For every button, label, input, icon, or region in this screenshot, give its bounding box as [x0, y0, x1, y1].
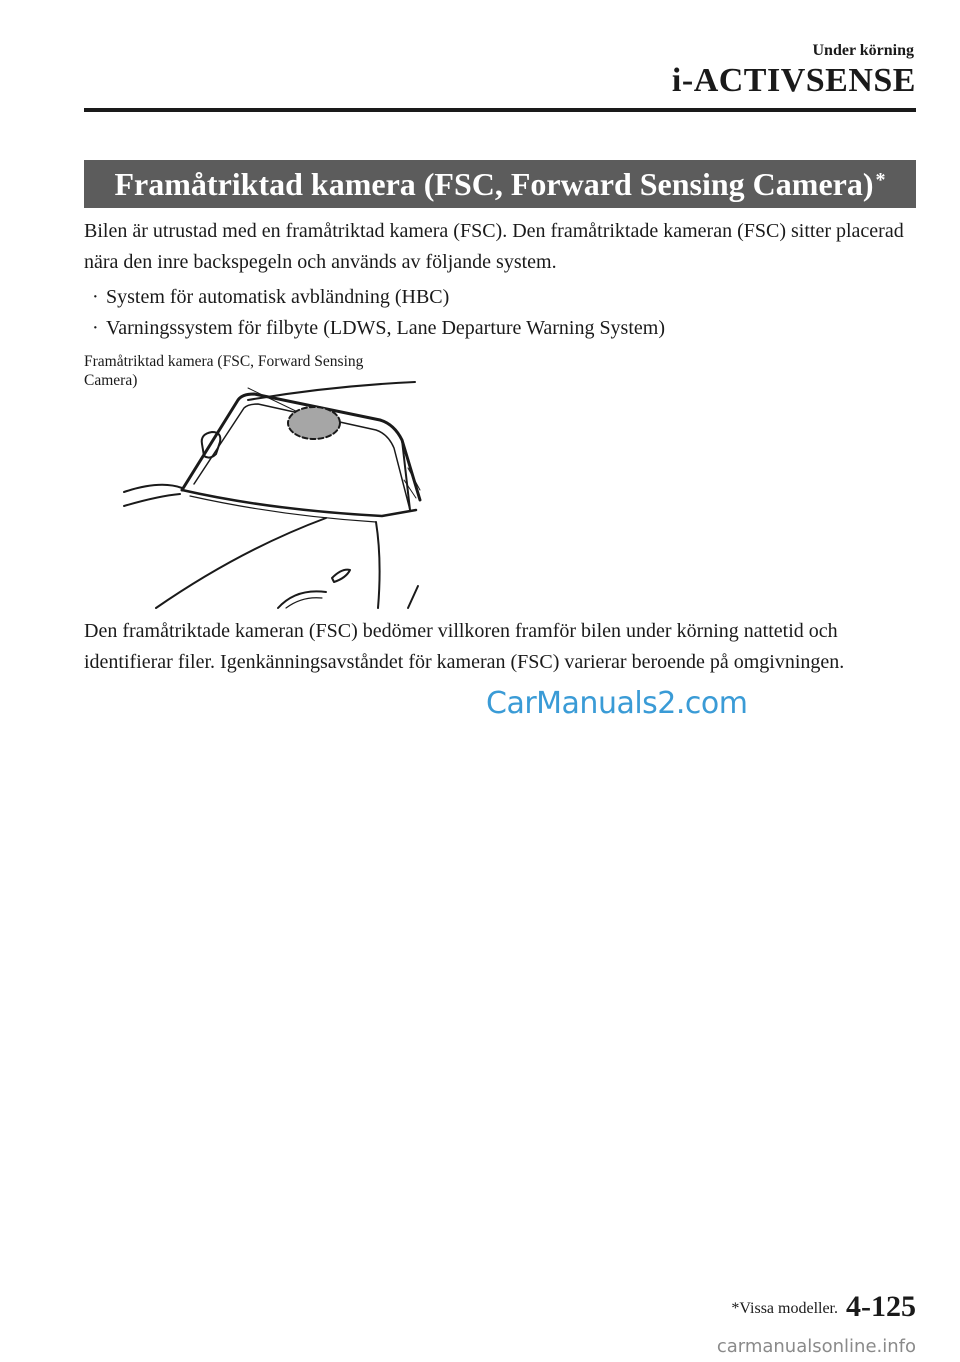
section-title: i-ACTIVSENSE: [671, 62, 916, 99]
footer-site-text: carmanualsonline.info: [716, 1336, 916, 1357]
cowl-line: [182, 490, 416, 516]
page-title-text: Framåtriktad kamera (FSC, Forward Sensing Camera): [114, 165, 874, 202]
list-item: [84, 313, 904, 344]
list-item-text: System för automatisk avbländning (HBC): [106, 286, 450, 308]
hood-edge-left: [124, 485, 182, 492]
intro-paragraph: Bilen är utrustad med en framåtriktad kamera (FSC). Den framåtriktade kameran (FSC) sitter placerad nära den inre backspegeln och används av följande system.: [84, 220, 904, 273]
page-title: [84, 160, 916, 208]
side-marker: [332, 570, 350, 582]
hood-edge-left-2: [124, 494, 180, 506]
watermark: CarManuals2.com: [486, 686, 748, 721]
footnote: *Vissa modeller.: [731, 1300, 838, 1317]
system-list: [84, 282, 904, 344]
bullet-icon: ·: [92, 286, 99, 308]
fender-line: [376, 522, 380, 608]
header-divider: [84, 108, 916, 112]
bullet-icon: ·: [92, 317, 99, 339]
list-item: [84, 282, 904, 313]
figure-label: Framåtriktad kamera (FSC, Forward Sensing Camera): [84, 353, 364, 389]
cowl-inner-line: [190, 496, 376, 522]
page-number: 4-125: [846, 1290, 916, 1323]
camera-icon: [288, 407, 340, 439]
chapter-title: Under körning: [812, 42, 914, 59]
windshield-camera-illustration: [120, 360, 425, 610]
list-item-text: Varningssystem för filbyte (LDWS, Lane Departure Warning System): [106, 317, 665, 339]
wheel-arch-inner: [286, 598, 322, 608]
optional-feature-marker: *: [875, 168, 886, 191]
description-paragraph: Den framåtriktade kameran (FSC) bedömer villkoren framför bilen under körning nattetid och identifierar filer. Igenkänningsavståndet för kameran (FSC) varierar beroende på omgivningen.: [84, 620, 845, 673]
body-edge: [408, 586, 418, 608]
